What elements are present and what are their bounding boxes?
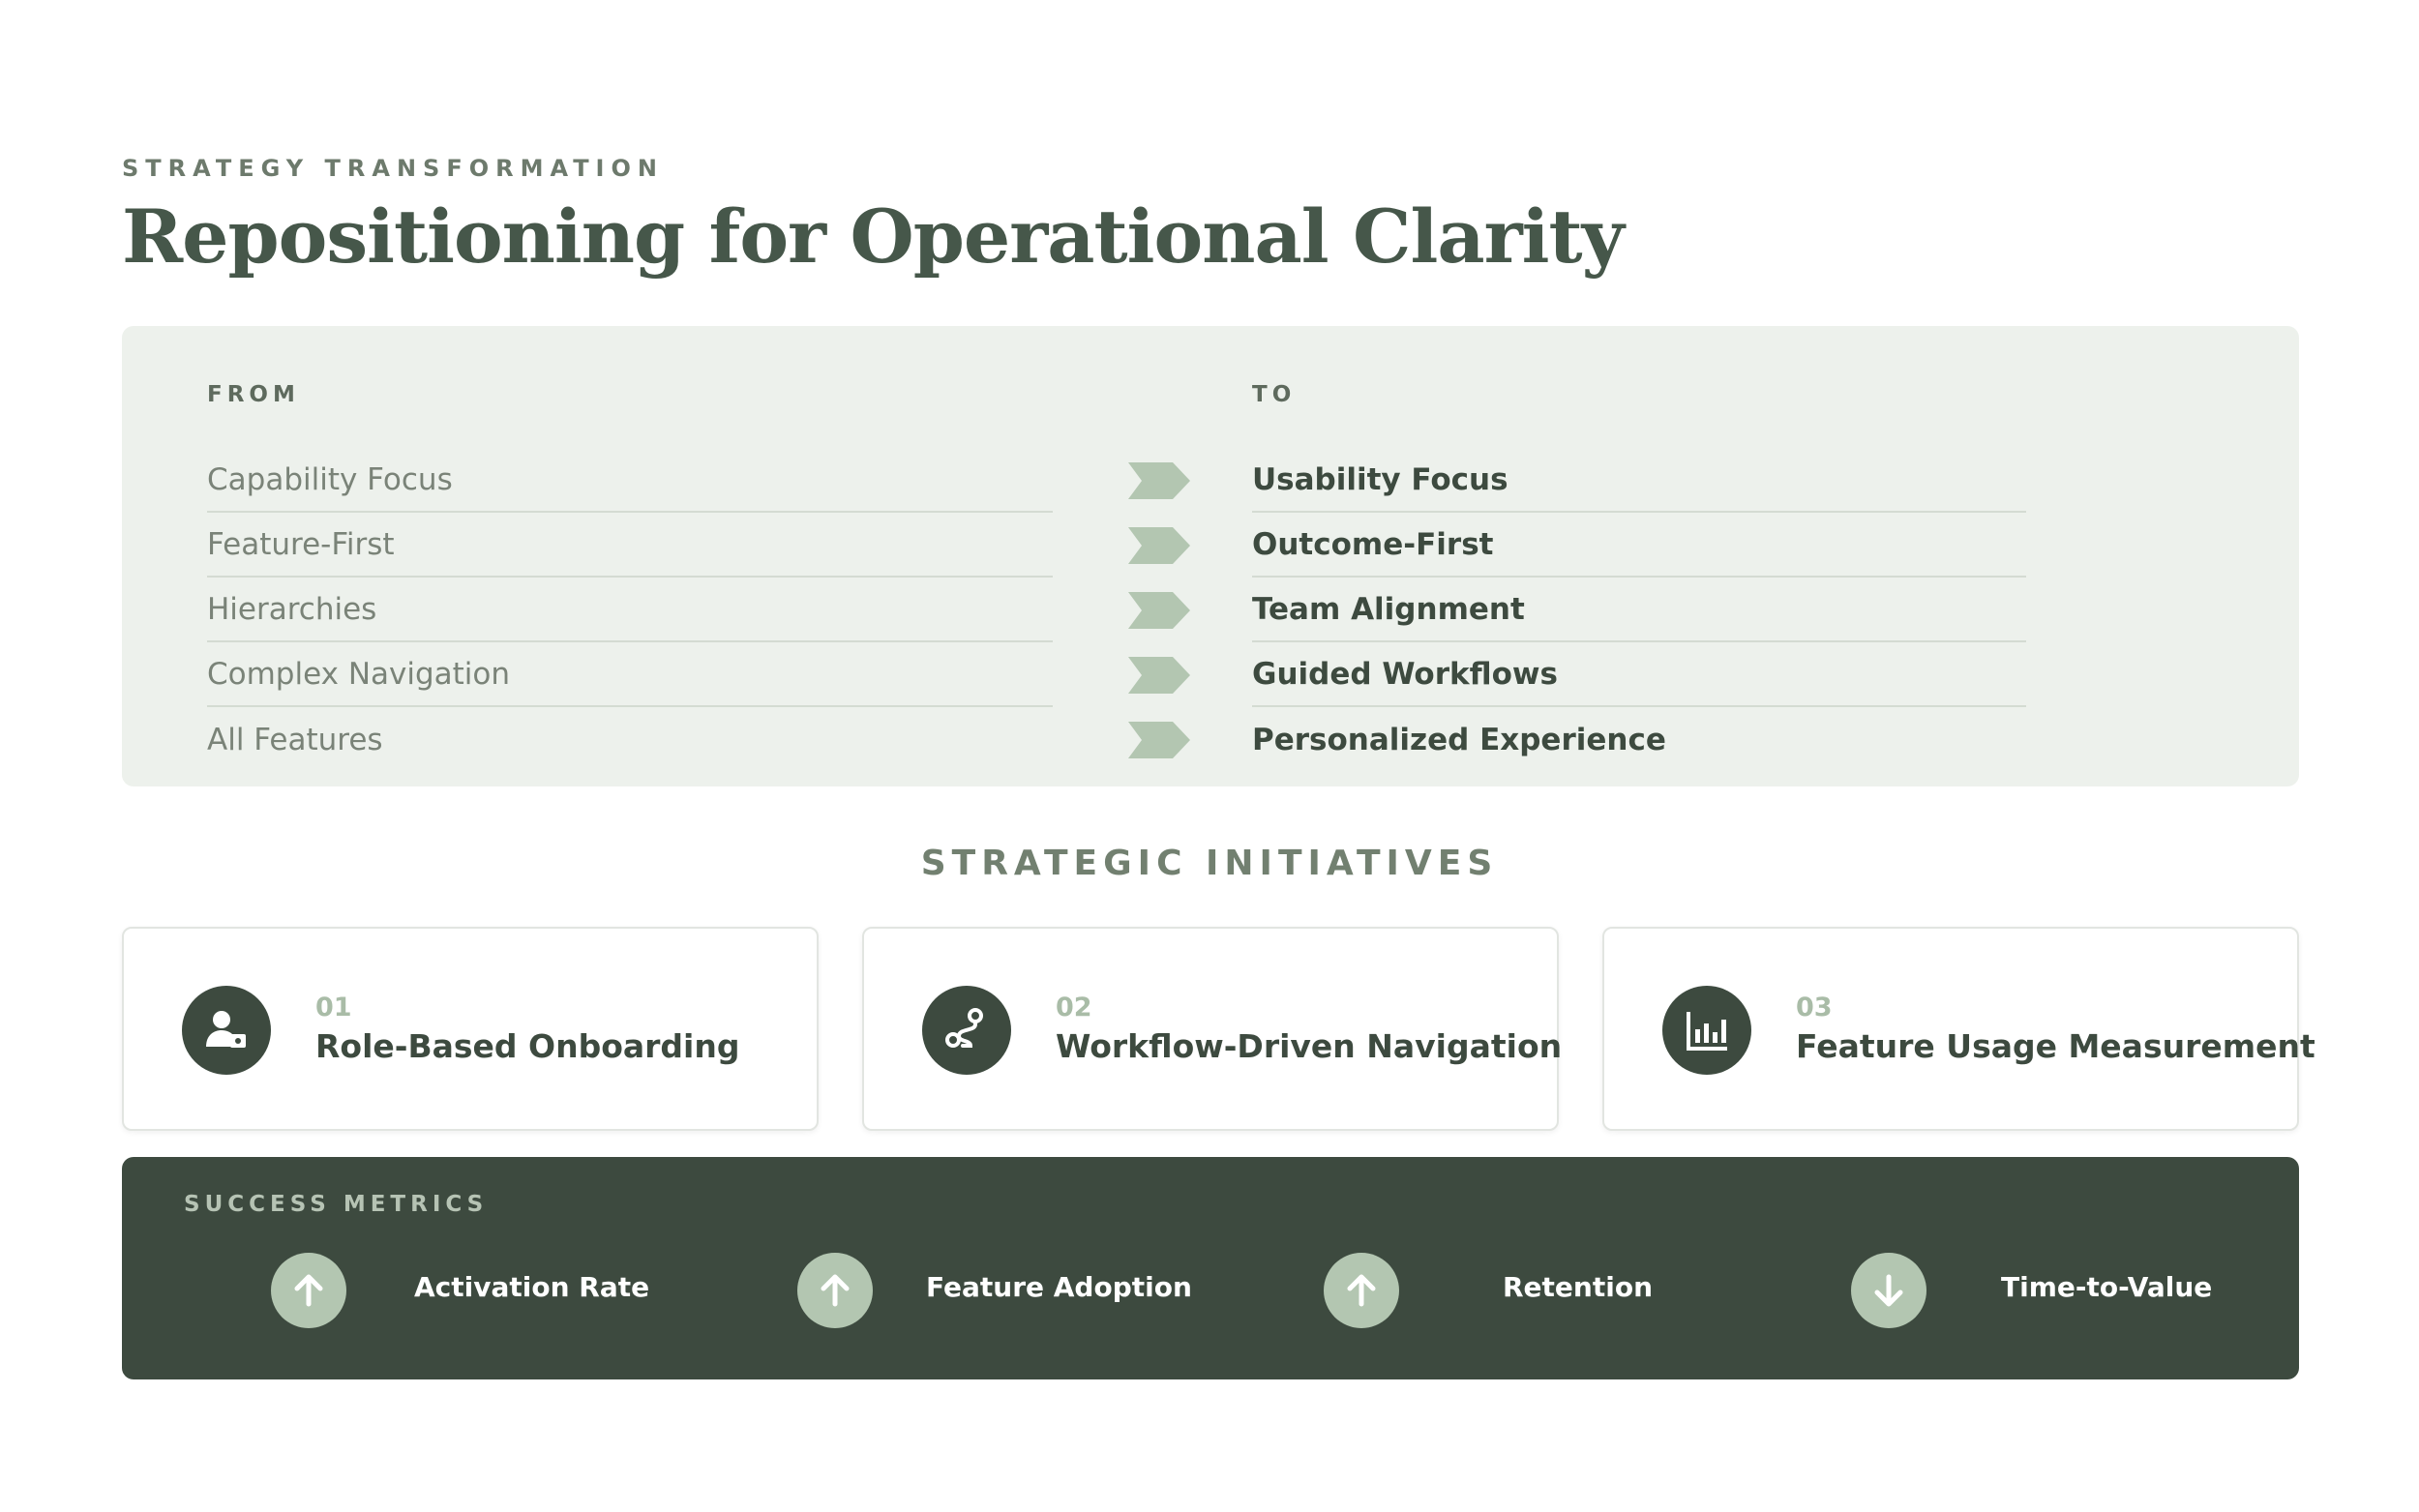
initiatives-title: STRATEGIC INITIATIVES <box>920 844 1499 883</box>
to-item-label: Outcome-First <box>1252 526 1494 562</box>
from-item-label: Hierarchies <box>207 591 377 627</box>
to-item-label: Guided Workflows <box>1252 656 1558 692</box>
metric-label: Retention <box>1503 1271 1654 1303</box>
initiative-label: Feature Usage Measurement <box>1796 1027 2315 1065</box>
initiative-card <box>862 927 1563 1131</box>
from-item <box>207 642 1053 707</box>
from-item-label: All Features <box>207 722 383 757</box>
arrow-up-icon <box>797 1253 873 1328</box>
to-item-label: Team Alignment <box>1252 591 1525 627</box>
to-item-label: Personalized Experience <box>1252 722 1666 757</box>
bar-chart-icon <box>1662 986 1751 1075</box>
from-item-label: Capability Focus <box>207 461 453 497</box>
transformation-panel <box>122 326 2299 786</box>
chevron-right-icon <box>1128 527 1190 564</box>
initiative-number: 01 <box>315 993 352 1023</box>
to-item <box>1252 448 2026 513</box>
from-item-label: Complex Navigation <box>207 656 511 692</box>
chevron-right-icon <box>1128 722 1190 758</box>
from-item <box>207 513 1053 578</box>
eyebrow: STRATEGY TRANSFORMATION <box>122 155 664 182</box>
to-item <box>1252 578 2026 642</box>
to-item <box>1252 707 2026 772</box>
metric-label: Time-to-Value <box>2001 1271 2213 1303</box>
from-item <box>207 707 1053 772</box>
to-item <box>1252 642 2026 707</box>
success-metrics-panel <box>122 1157 2299 1379</box>
initiative-label: Role-Based Onboarding <box>315 1027 740 1065</box>
initiative-card <box>122 927 819 1131</box>
from-heading: FROM <box>207 382 300 407</box>
arrow-up-icon <box>1324 1253 1399 1328</box>
from-item <box>207 448 1053 513</box>
initiative-label: Workflow-Driven Navigation <box>1056 1027 1563 1065</box>
chevron-right-icon <box>1128 462 1190 499</box>
metric-label: Feature Adoption <box>926 1271 1192 1303</box>
from-item-label: Feature-First <box>207 526 395 562</box>
page-title: Repositioning for Operational Clarity <box>122 193 1624 280</box>
from-item <box>207 578 1053 642</box>
chevron-right-icon <box>1128 592 1190 629</box>
chevron-right-icon <box>1128 657 1190 694</box>
metrics-heading: SUCCESS METRICS <box>184 1192 489 1217</box>
route-icon <box>922 986 1011 1075</box>
to-item <box>1252 513 2026 578</box>
user-badge-icon <box>182 986 271 1075</box>
initiative-card <box>1602 927 2315 1131</box>
arrow-up-icon <box>271 1253 346 1328</box>
initiative-number: 03 <box>1796 993 1833 1023</box>
initiative-number: 02 <box>1056 993 1092 1023</box>
arrow-down-icon <box>1851 1253 1926 1328</box>
to-item-label: Usability Focus <box>1252 461 1508 497</box>
to-heading: TO <box>1252 382 1297 407</box>
metric-label: Activation Rate <box>414 1271 650 1303</box>
